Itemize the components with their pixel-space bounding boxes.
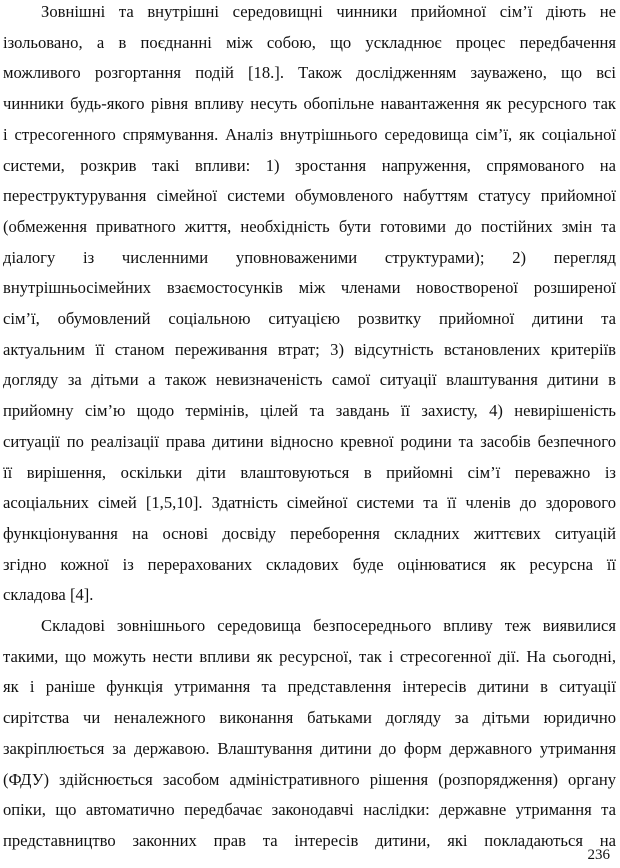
paragraph-1	[3, 0, 616, 611]
text-line: такими, що можуть нести впливи як ресурсної, так і стресогенної дії. На сьогодні,	[3, 646, 616, 666]
paragraph-2	[3, 611, 616, 857]
text-line: системи, розкрив такі впливи: 1) зростання напруження, спрямованого на	[3, 155, 616, 175]
text-line: внутрішньосімейних взаємостосунків між членами новоствореної розширеної	[3, 278, 616, 298]
text-line: представництво законних прав та інтересів дитини, які покладаються на	[3, 830, 616, 850]
text-line: і стресогенного спрямування. Аналіз внутрішнього середовища сім’ї, як соціальної	[3, 124, 616, 144]
text-line: сім’ї, обумовлений соціальною ситуацією розвитку прийомної дитини та	[3, 309, 616, 329]
text-line: складова [4].	[3, 585, 94, 605]
text-line: (обмеження приватного життя, необхідність бути готовими до постійних змін та	[3, 216, 616, 236]
text-line: закріплюється за державою. Влаштування дитини до форм державного утримання	[3, 738, 616, 758]
text-line: як і раніше функція утримання та представлення інтересів дитини в ситуації	[3, 677, 616, 697]
text-line: ситуації по реалізації права дитини відносно кревної родини та засобів безпечного	[3, 431, 616, 451]
text-line: функціонування на основі досвіду переборення складних життєвих ситуацій	[3, 523, 616, 543]
text-line: Складові зовнішнього середовища безпосереднього впливу теж виявилися	[41, 616, 616, 636]
body-text	[3, 0, 616, 857]
text-line: (ФДУ) здійснюється засобом адміністративного рішення (розпорядження) органу	[3, 769, 616, 789]
text-line: діалогу із численними уповноваженими структурами); 2) перегляд	[3, 247, 616, 267]
text-line: актуальним її станом переживання втрат; 3) відсутність встановлених критеріїв	[3, 339, 616, 359]
text-line: згідно кожної із перерахованих складових буде оцінюватися як ресурсна її	[3, 554, 616, 574]
text-line: її вирішення, оскільки діти влаштовуються в прийомні сім’ї переважно із	[3, 462, 616, 482]
text-line: догляду за дітьми а також невизначеність самої ситуації влаштування дитини в	[3, 370, 616, 390]
text-line: ізольовано, а в поєднанні між собою, що ускладнює процес передбачення	[3, 32, 616, 52]
text-line: асоціальних сімей [1,5,10]. Здатність сімейної системи та її членів до здорового	[3, 493, 616, 513]
text-line: прийомну сім’ю щодо термінів, цілей та завдань її захисту, 4) невирішеність	[3, 401, 616, 421]
text-line: чинники будь-якого рівня впливу несуть обопільне навантаження як ресурсного так	[3, 94, 616, 114]
text-line: можливого розгортання подій [18.]. Також дослідженням зауважено, що всі	[3, 63, 616, 83]
text-line: опіки, що автоматично передбачає законодавчі наслідки: державне утримання та	[3, 800, 616, 820]
text-line: сирітства чи неналежного виконання батьками догляду за дітьми юридично	[3, 708, 616, 728]
text-line: Зовнішні та внутрішні середовищні чинники прийомної сім’ї діють не	[41, 2, 616, 21]
text-line: переструктурування сімейної системи обумовленого набуттям статусу прийомної	[3, 186, 616, 206]
page-number: 236	[587, 847, 610, 863]
